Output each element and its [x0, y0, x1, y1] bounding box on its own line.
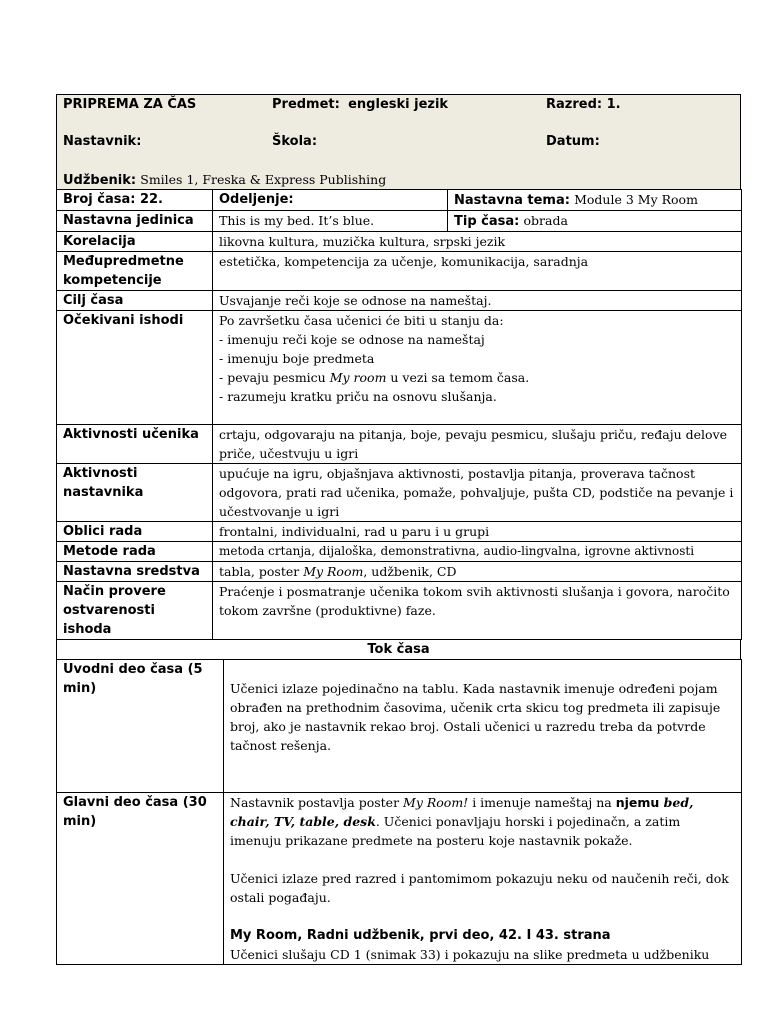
value-cilj: Usvajanje reči koje se odnose na nameštaj. [213, 291, 742, 311]
tip-casa: Tip časa: obrada [448, 211, 742, 232]
row-nastavna-sredstva [57, 562, 742, 582]
value-ishodi [213, 311, 742, 425]
glavni-paragraph-1: Nastavnik postavlja poster My Room! i imenuje nameštaj na njemu bed, chair, TV, table, desk. Učenici ponavljaju horski i pojedinačn, a zatim imenuju prikazane predmete na posteru koje nastavnik pokaže. [230, 795, 694, 848]
label-uvodni-deo: Uvodni deo časa (5 min) [57, 660, 224, 793]
label-oblici-rada: Oblici rada [57, 522, 213, 542]
row-glavni-deo [57, 793, 742, 965]
label-korelacija: Korelacija [57, 232, 213, 252]
label-aktivnosti-nastavnika: Aktivnosti nastavnika [57, 464, 213, 522]
date-field: Datum: [546, 134, 600, 149]
tok-casa-header [56, 639, 741, 660]
lesson-plan-document [56, 94, 741, 965]
row-metode-rada [57, 542, 742, 562]
label-cilj: Cilj časa [57, 291, 213, 311]
row-aktivnosti-ucenika [57, 425, 742, 464]
odeljenje: Odeljenje: [213, 190, 448, 211]
grade-field: Razred: 1. [546, 97, 621, 112]
label-metode-rada: Metode rada [57, 542, 213, 562]
value-medjupredmetne: estetička, kompetencija za učenje, komunikacija, saradnja [213, 252, 742, 291]
value-nastavna-jedinica: This is my bed. It’s blue. [213, 211, 448, 232]
info-table [56, 189, 742, 232]
label-ishodi: Očekivani ishodi [57, 311, 213, 425]
glavni-paragraph-2: Učenici izlaze pred razred i pantomimom pokazuju neku od naučenih reči, dok ostali pogađaju. [230, 871, 729, 905]
details-table [56, 231, 742, 640]
ishodi-item: - imenuju boje predmeta [219, 351, 375, 366]
label-glavni-deo: Glavni deo časa (30 min) [57, 793, 224, 965]
ishodi-item: - razumeju kratku priču na osnovu slušanja. [219, 389, 497, 404]
value-korelacija: likovna kultura, muzička kultura, srpski jezik [213, 232, 742, 252]
value-oblici-rada: frontalni, individualni, rad u paru i u grupi [213, 522, 742, 542]
value-glavni-deo [224, 793, 742, 965]
row-aktivnosti-nastavnika [57, 464, 742, 522]
row-broj-casa [57, 190, 742, 211]
row-medjupredmetne [57, 252, 742, 291]
document-title: PRIPREMA ZA ČAS [63, 97, 197, 112]
value-metode-rada: metoda crtanja, dijaloška, demonstrativna, audio-lingvalna, igrovne aktivnosti [213, 542, 742, 562]
header-box [56, 94, 741, 190]
row-cilj [57, 291, 742, 311]
row-oblici-rada [57, 522, 742, 542]
label-nastavna-jedinica: Nastavna jedinica [57, 211, 213, 232]
ishodi-item: - imenuju reči koje se odnose na nameštaj [219, 332, 485, 347]
nastavna-tema: Nastavna tema: Module 3 My Room [448, 190, 742, 211]
tok-casa-title: Tok časa [57, 640, 741, 660]
row-nacin-provere [57, 582, 742, 640]
glavni-paragraph-3: Učenici slušaju CD 1 (snimak 33) i pokazuju na slike predmeta u udžbeniku [230, 947, 710, 962]
school-field: Škola: [272, 134, 318, 149]
value-aktivnosti-ucenika: crtaju, odgovaraju na pitanja, boje, pevaju pesmicu, slušaju priču, ređaju delove priče, učestvuju u igri [213, 425, 742, 464]
value-nastavna-sredstva: tabla, poster My Room, udžbenik, CD [213, 562, 742, 582]
row-korelacija [57, 232, 742, 252]
label-nastavna-sredstva: Nastavna sredstva [57, 562, 213, 582]
row-ishodi [57, 311, 742, 425]
label-nacin-provere: Način provere ostvarenosti ishoda [57, 582, 213, 640]
teacher-field: Nastavnik: [63, 134, 142, 149]
value-nacin-provere: Praćenje i posmatranje učenika tokom svih aktivnosti slušanja i govora, naročito tokom završne (produktivne) faze. [213, 582, 742, 640]
subject-field: Predmet: engleski jezik [272, 97, 449, 112]
lesson-flow-table [56, 659, 742, 965]
textbook-field: Udžbenik: Smiles 1, Freska & Express Publishing [63, 172, 387, 188]
label-aktivnosti-ucenika: Aktivnosti učenika [57, 425, 213, 464]
ishodi-item: - pevaju pesmicu My room u vezi sa temom časa. [219, 370, 530, 385]
row-uvodni-deo [57, 660, 742, 793]
ishodi-intro: Po završetku časa učenici će biti u stanju da: [219, 313, 504, 328]
row-nastavna-jedinica [57, 211, 742, 232]
value-uvodni-deo: Učenici izlaze pojedinačno na tablu. Kada nastavnik imenuje određeni pojam obrađen na prethodnim časovima, učenik crta skicu tog predmeta ili zapisuje broj, ako je nastavnik rekao broj. Ostali učenici u razredu treba da potvrde tačnost rešenja. [224, 660, 742, 793]
glavni-heading: My Room, Radni udžbenik, prvi deo, 42. I 43. strana [230, 928, 611, 943]
broj-casa: Broj časa: 22. [57, 190, 213, 211]
value-aktivnosti-nastavnika: upućuje na igru, objašnjava aktivnosti, postavlja pitanja, proverava tačnost odgovora, prati rad učenika, pomaže, pohvaljuje, pušta CD, podstiče na pevanje i učestvovanje u igri [213, 464, 742, 522]
label-medjupredmetne: Međupredmetne kompetencije [57, 252, 213, 291]
